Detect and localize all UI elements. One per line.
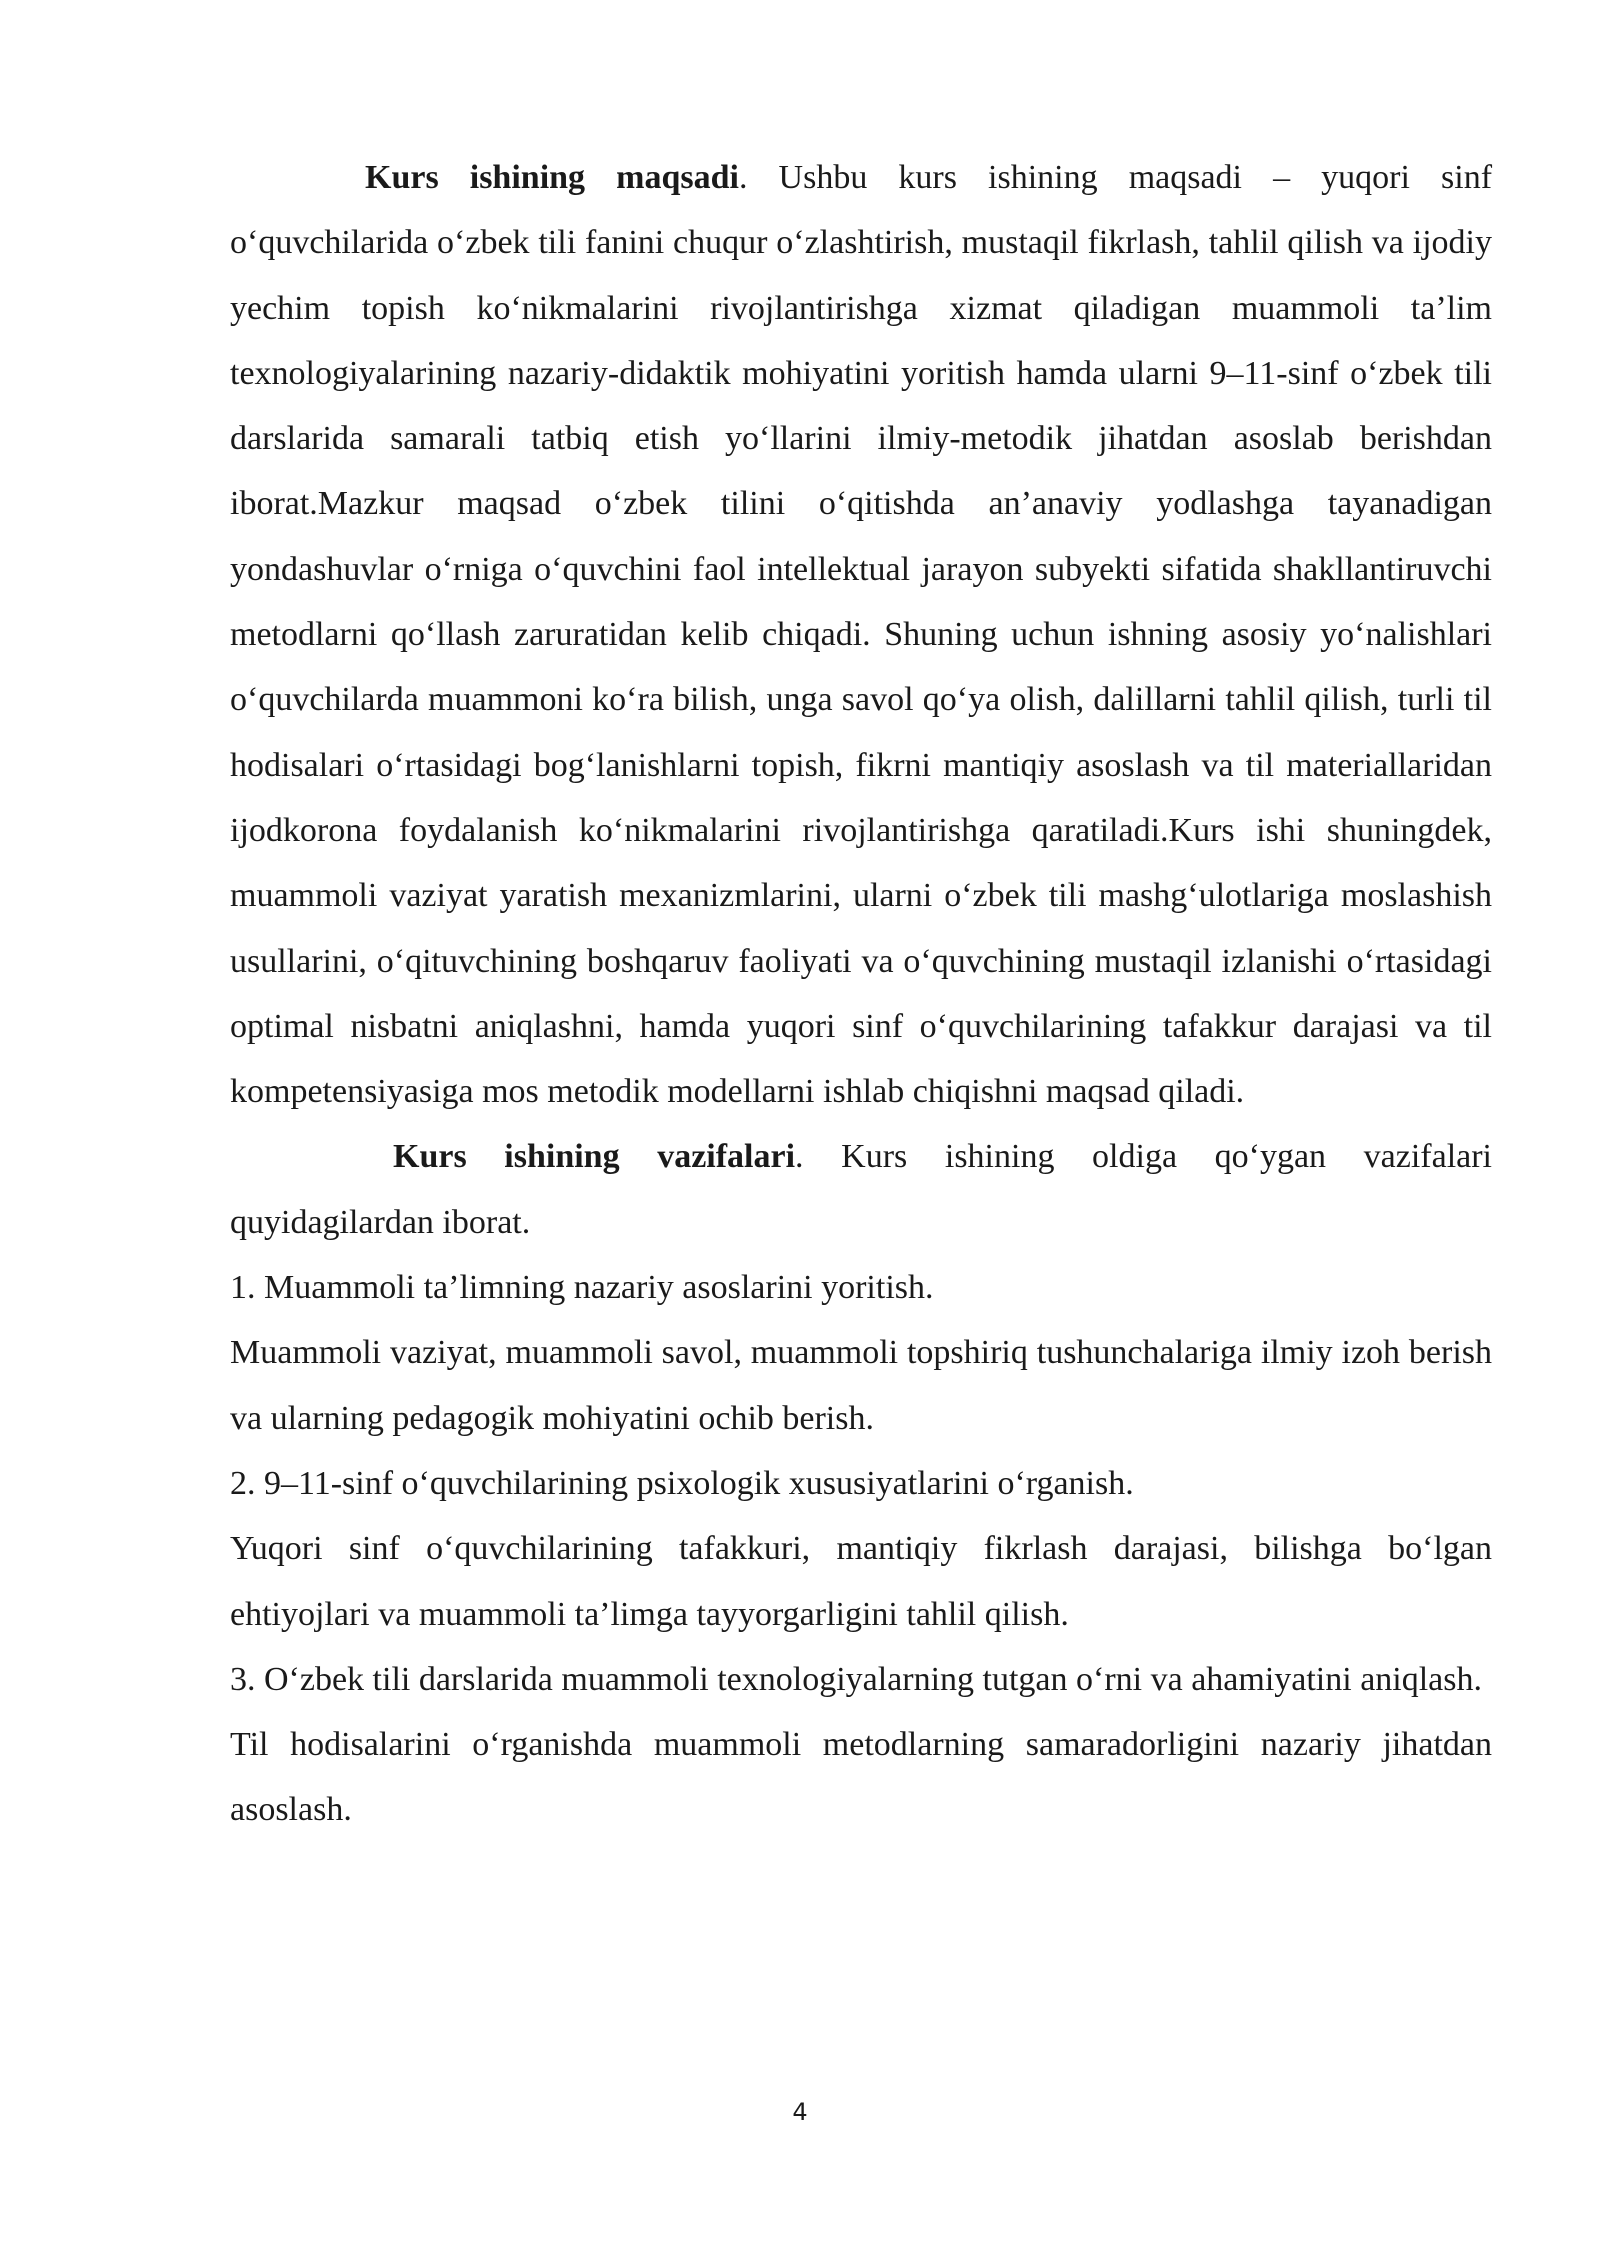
document-page [230,145,1492,1843]
purpose-paragraph [230,145,1492,1124]
purpose-heading: Kurs ishining maqsadi [365,159,739,196]
tasks-paragraph [230,1124,1492,1255]
task-item-2-desc: Yuqori sinf o‘quvchilarining tafakkuri, mantiqiy fikrlash darajasi, bilishga bo‘lgan ehtiyojlari va muammoli ta’limga tayyorgarligini tahlil qilish. [230,1530,1492,1633]
task-item-1-title: 1. Muammoli ta’limning nazariy asoslarini yoritish. [230,1269,934,1307]
purpose-text: . Ushbu kurs ishining maqsadi – yuqori sinf o‘quvchilarida o‘zbek tili fanini chuqur o‘zlashtirish, mustaqil fikrlash, tahlil qilish va ijodiy yechim topish ko‘nikmalarini rivojlantirishga xizmat qiladigan muammoli ta’lim texnologiyalarining nazariy-didaktik mohiyatini yoritish hamda ularni 9–11-sinf o‘zbek tili darslarida samarali tatbiq etish yo‘llarini ilmiy-metodik jihatdan asoslab berishdan iborat.Mazkur maqsad o‘zbek tilini o‘qitishda an’anaviy yodlashga tayanadigan yondashuvlar o‘rniga o‘quvchini faol intellektual jarayon subyekti sifatida shakllantiruvchi metodlarni qo‘llash zaruratidan kelib chiqadi. Shuning uchun ishning asosiy yo‘nalishlari o‘quvchilarda muammoni ko‘ra bilish, unga savol qo‘ya olish, dalillarni tahlil qilish, turli til hodisalari o‘rtasidagi bog‘lanishlarni topish, fikrni mantiqiy asoslash va til materiallaridan ijodkorona foydalanish ko‘nikmalarini rivojlantirishga qaratiladi.Kurs ishi shuningdek, muammoli vaziyat yaratish mexanizmlarini, ularni o‘zbek tili mashg‘ulotlariga moslashish usullarini, o‘qituvchining boshqaruv faoliyati va o‘quvchining mustaqil izlanishi o‘rtasidagi optimal nisbatni aniqlashni, hamda yuqori sinf o‘quvchilarining tafakkur darajasi va til kompetensiyasiga mos metodik modellarni ishlab chiqishni maqsad qiladi. [230,159,1493,1111]
tasks-intro-text: . Kurs ishining oldiga qo‘ygan vazifalari quyidagilardan iborat. [230,1138,1493,1241]
task-item-3-title: 3. O‘zbek tili darslarida muammoli texnologiyalarning tutgan o‘rni va ahamiyatini aniqlash. [230,1660,1483,1698]
task-item-2-title: 2. 9–11-sinf o‘quvchilarining psixologik xususiyatlarini o‘rganish. [230,1464,1134,1502]
task-item-3-desc: Til hodisalarini o‘rganishda muammoli metodlarning samaradorligini nazariy jihatdan asoslash. [230,1726,1492,1829]
tasks-heading: Kurs ishining vazifalari [393,1138,796,1176]
task-item-1-desc: Muammoli vaziyat, muammoli savol, muammoli topshiriq tushunchalariga ilmiy izoh berish va ularning pedagogik mohiyatini ochib berish. [230,1334,1492,1437]
page-number: 4 [792,2098,808,2126]
